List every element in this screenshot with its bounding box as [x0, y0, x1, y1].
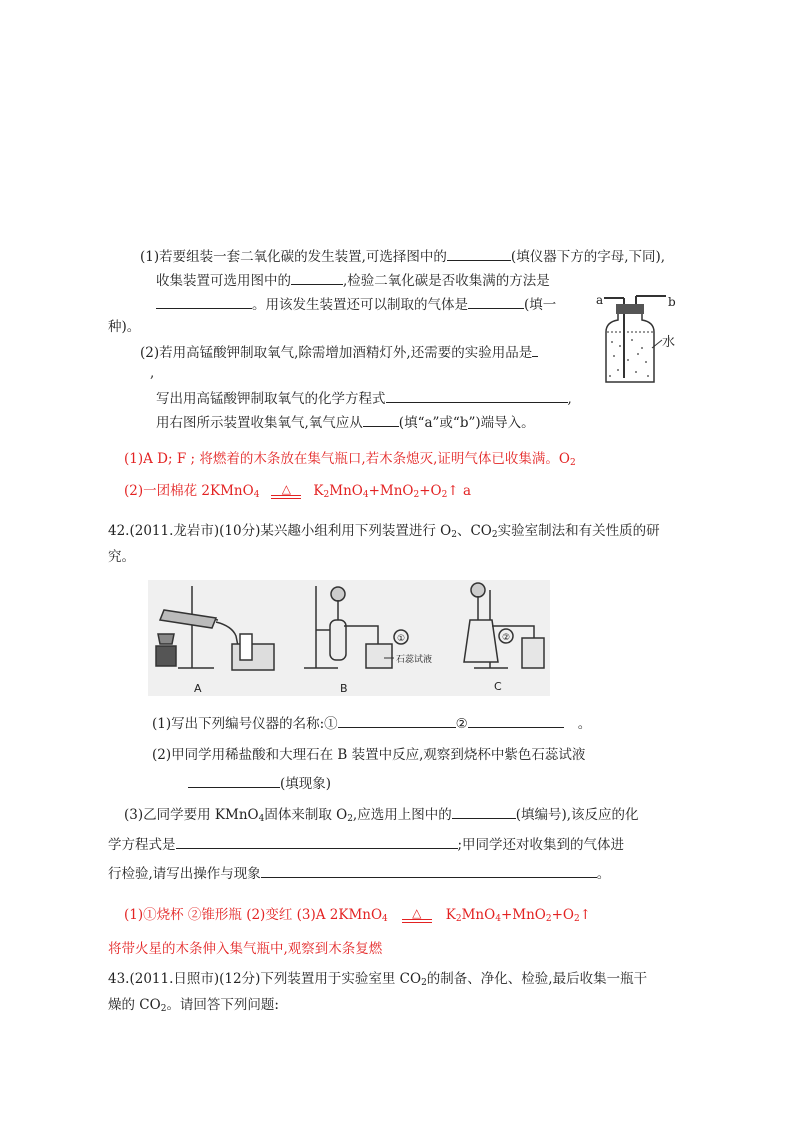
q42-part3: (3)乙同学要用 KMnO$_4$固体来制取 $O_2$,应选用上图中的 (填编号),该反应的化 — [124, 804, 639, 824]
ans42-line2: 将带火星的木条伸入集气瓶中,观察到木条复燃 — [108, 941, 383, 957]
q42-line1: 42.(2011.龙岩市)(10分)某兴趣小组利用下列装置进行 $O_2$、$CO_2$实验室制法和有关性质的研 — [108, 523, 660, 540]
label-a: a — [596, 293, 604, 307]
ans41-line2: (2)一团棉花 2KMnO$_4$ △ $K_2MnO_4+MnO_2+O_2↑$ a — [124, 481, 471, 500]
litmus-label: 石蕊试液 — [396, 655, 433, 665]
gas-bottle-figure — [590, 282, 690, 392]
label-C: C — [494, 680, 502, 693]
label-water: 水 — [662, 335, 676, 350]
q43-line2: 燥的 $CO_2$。请回答下列问题: — [108, 997, 279, 1014]
q42-line2: 究。 — [108, 549, 135, 565]
blank[interactable] — [363, 412, 399, 427]
q43-line1: 43.(2011.日照市)(12分)下列装置用于实验室里 $CO_2$的制备、净化、检验,最后收集一瓶干 — [108, 971, 648, 988]
heat-symbol: △ — [402, 907, 432, 925]
blank[interactable] — [176, 834, 458, 849]
blank[interactable] — [452, 804, 516, 819]
blank[interactable] — [468, 713, 564, 728]
q41-line1: (1)若要组装一套二氧化碳的发生装置,可选择图中的 (填仪器下方的字母,下同), — [140, 246, 665, 266]
blank[interactable] — [468, 294, 524, 309]
ans41-line1: (1)A D; F ; 将燃着的木条放在集气瓶口,若木条熄灭,证明气体已收集满。$O_2$ — [124, 451, 576, 468]
blank[interactable] — [447, 246, 511, 261]
label-b: b — [668, 295, 676, 309]
q41-line4: 种)。 — [108, 319, 141, 335]
circle-2-label: ② — [502, 633, 511, 643]
q41-line6: , — [150, 365, 155, 381]
q42-part4: 学方程式是 ;甲同学还对收集到的气体进 — [108, 834, 624, 854]
label-A: A — [194, 682, 202, 695]
ans42-line1: (1)①烧杯 ②锥形瓶 (2)变红 (3)A 2KMnO$_4$ △ $K_2MnO_4+MnO_2+O_2↑$ — [124, 905, 592, 924]
heat-symbol: △ — [271, 483, 301, 501]
q41-line5: (2)若用高锰酸钾制取氧气,除需增加酒精灯外,还需要的实验用品是 — [140, 342, 538, 362]
q41-line2: 收集装置可选用图中的 ,检验二氧化碳是否收集满的方法是 — [156, 270, 550, 290]
q41-line8: 用右图所示装置收集氧气,氧气应从 (填“a”或“b”)端导入。 — [156, 412, 535, 432]
circle-1-label: ① — [397, 634, 406, 644]
blank[interactable] — [338, 713, 456, 728]
blank[interactable] — [532, 342, 538, 357]
q42-part5: 行检验,请写出操作与现象 。 — [108, 863, 610, 883]
label-B: B — [340, 682, 348, 695]
blank[interactable] — [291, 270, 343, 285]
q42-part2: (2)甲同学用稀盐酸和大理石在 B 装置中反应,观察到烧杯中紫色石蕊试液 — [152, 747, 586, 763]
q42-part1: (1)写出下列编号仪器的名称:① ② 。 — [152, 713, 591, 733]
blank[interactable] — [261, 863, 597, 878]
blank[interactable] — [386, 388, 568, 403]
q41-line3: 。用该发生装置还可以制取的气体是 (填一 — [156, 294, 556, 314]
q41-line7: 写出用高锰酸钾制取氧气的化学方程式 , — [156, 388, 572, 408]
blank[interactable] — [188, 773, 280, 788]
q42-part2b: (填现象) — [188, 773, 331, 793]
blank[interactable] — [156, 294, 252, 309]
apparatus-figure — [148, 580, 550, 696]
